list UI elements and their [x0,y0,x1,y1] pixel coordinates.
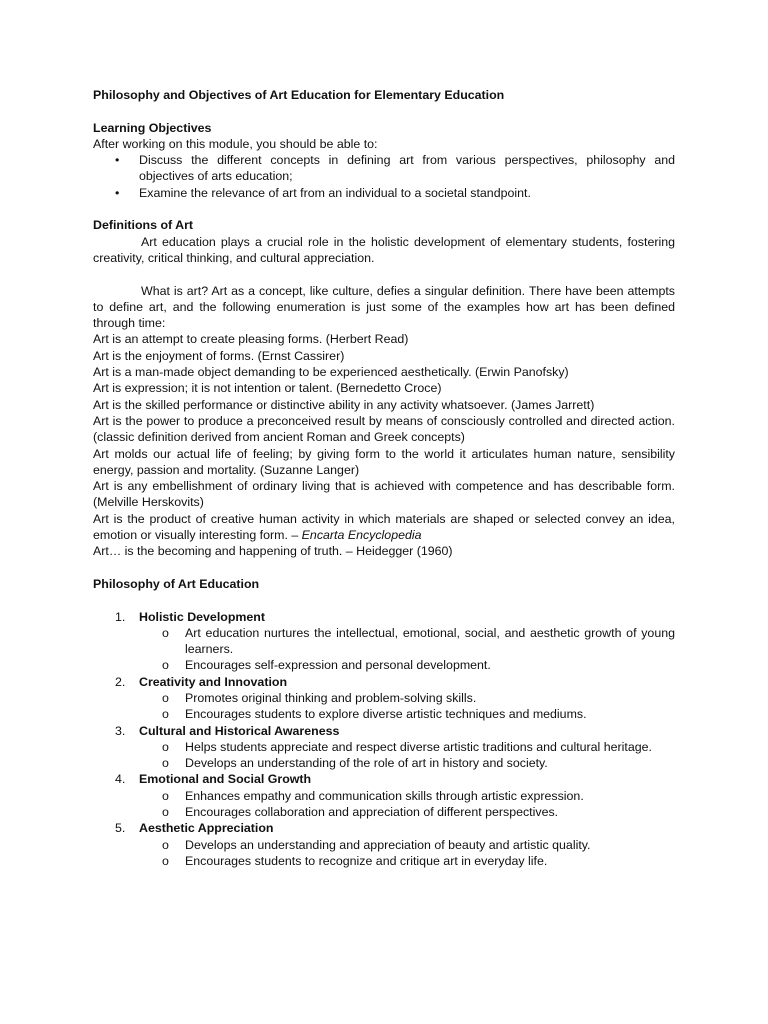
philosophy-list [93,609,675,870]
objective-item [93,152,675,185]
encarta-source: Encarta Encyclopedia [301,528,422,543]
item-number: 3. [115,723,126,738]
bullet-icon: • [115,185,120,200]
item-number: 2. [115,674,126,689]
philosophy-heading: Philosophy of Art Education [93,576,260,591]
point-text: Encourages collaboration and appreciation of different perspectives. [185,805,559,820]
point-text: Art education nurtures the intellectual, emotional, social, and aesthetic growth of young learners. [185,625,675,657]
document-title: Philosophy and Objectives of Art Education for Elementary Education [93,88,505,102]
philosophy-point [139,853,675,869]
learning-objectives-list [93,152,675,201]
circle-bullet-icon: o [162,707,169,722]
circle-bullet-icon: o [162,837,169,852]
bullet-icon: • [115,153,120,168]
point-text: Helps students appreciate and respect diverse artistic traditions and cultural heritage. [185,739,652,754]
circle-bullet-icon: o [162,853,169,868]
philosophy-section [93,576,675,869]
definition-line: Art is any embellishment of ordinary living that is achieved with competence and has describable form. (Melville Herskovits) [93,479,675,510]
philosophy-point [139,739,675,755]
definition-line-heidegger: Art… is the becoming and happening of truth. – Heidegger (1960) [93,544,453,559]
philosophy-point [139,804,675,820]
spacer [93,266,675,282]
philosophy-point [139,706,675,722]
circle-bullet-icon: o [162,658,169,673]
learning-objectives-heading: Learning Objectives [93,120,212,135]
philosophy-item [93,771,675,820]
philosophy-item-title: Emotional and Social Growth [139,772,312,787]
learning-objectives-section [93,120,675,201]
spacer [93,201,675,217]
definition-line: Art is expression; it is not intention or talent. (Bernedetto Croce) [93,381,442,396]
philosophy-sublist [139,788,675,821]
definition-line: Art is the skilled performance or distinctive ability in any activity whatsoever. (James Jarrett) [93,397,595,412]
philosophy-item-title: Creativity and Innovation [139,674,288,689]
circle-bullet-icon: o [162,625,169,640]
item-number: 1. [115,609,126,624]
point-text: Develops an understanding of the role of art in history and society. [185,756,548,771]
definition-line: Art is a man-made object demanding to be experienced aesthetically. (Erwin Panofsky) [93,365,569,380]
philosophy-point [139,625,675,658]
philosophy-sublist [139,739,675,772]
philosophy-sublist [139,625,675,674]
spacer [93,103,675,119]
objective-text: Discuss the different concepts in defining art from various perspectives, philosophy and objectives of arts education; [139,153,675,184]
philosophy-item [93,674,675,723]
definition-line: Art is an attempt to create pleasing forms. (Herbert Read) [93,332,409,347]
philosophy-item [93,723,675,772]
definitions-paragraph-1: Art education plays a crucial role in the holistic development of elementary students, fostering creativity, critical thinking, and cultural appreciation. [93,234,675,265]
document-body [93,87,675,869]
circle-bullet-icon: o [162,739,169,754]
learning-objectives-intro: After working on this module, you should be able to: [93,136,378,151]
definition-line-encarta [93,511,675,544]
philosophy-sublist [139,690,675,723]
philosophy-sublist [139,837,675,870]
philosophy-point [139,755,675,771]
definition-line: Art molds our actual life of feeling; by giving form to the world it articulates human nature, sensibility energy, passion and mortality. (Suzanne Langer) [93,446,675,477]
point-text: Encourages students to explore diverse artistic techniques and mediums. [185,707,587,722]
point-text: Promotes original thinking and problem-solving skills. [185,690,477,705]
spacer [93,592,675,608]
circle-bullet-icon: o [162,756,169,771]
philosophy-item-title: Holistic Development [139,609,265,624]
circle-bullet-icon: o [162,788,169,803]
spacer [93,560,675,576]
circle-bullet-icon: o [162,690,169,705]
philosophy-point [139,788,675,804]
philosophy-point [139,690,675,706]
encarta-definition-text: Art is the product of creative human activity in which materials are shaped or selected convey an idea, emotion or visually interesting form. – [93,511,675,543]
point-text: Encourages self-expression and personal development. [185,658,491,673]
point-text: Develops an understanding and appreciation of beauty and artistic quality. [185,837,591,852]
circle-bullet-icon: o [162,805,169,820]
philosophy-item [93,609,675,674]
objective-item [93,185,675,201]
philosophy-item [93,820,675,869]
definitions-paragraph-2: What is art? Art as a concept, like culture, defies a singular definition. There have been attempts to define art, and the following enumeration is just some of the examples how art has been defined through time: [93,283,675,331]
item-number: 5. [115,821,126,836]
objective-text: Examine the relevance of art from an individual to a societal standpoint. [139,185,531,200]
definition-line: Art is the enjoyment of forms. (Ernst Cassirer) [93,348,345,363]
philosophy-item-title: Cultural and Historical Awareness [139,723,340,738]
item-number: 4. [115,772,126,787]
philosophy-item-title: Aesthetic Appreciation [139,821,274,836]
philosophy-point [139,837,675,853]
definitions-section [93,217,675,559]
point-text: Enhances empathy and communication skills through artistic expression. [185,788,584,803]
point-text: Encourages students to recognize and critique art in everyday life. [185,853,548,868]
definitions-heading: Definitions of Art [93,218,194,233]
definition-line: Art is the power to produce a preconceived result by means of consciously controlled and directed action. (classic definition derived from ancient Roman and Greek concepts) [93,413,675,445]
philosophy-point [139,657,675,673]
